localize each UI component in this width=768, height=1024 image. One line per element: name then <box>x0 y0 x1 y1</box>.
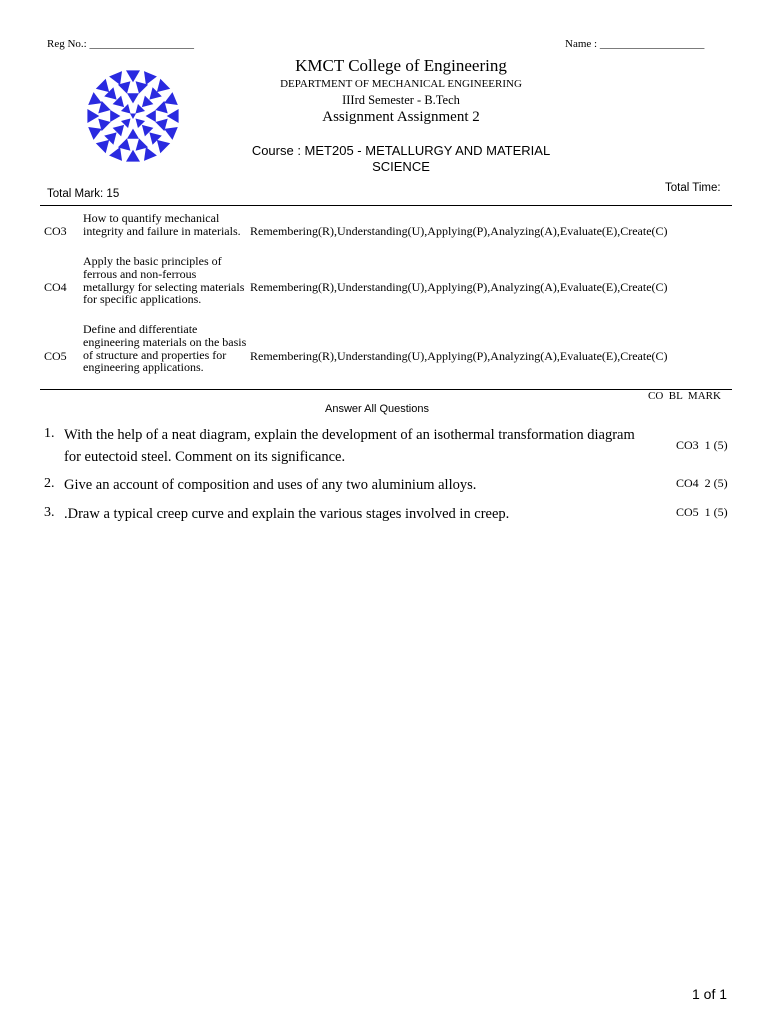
logo-triangle <box>127 129 139 139</box>
questions-column-headers: CO BL MARK <box>648 390 721 402</box>
logo-center-triangle <box>130 114 136 120</box>
co-row <box>44 255 734 320</box>
question-text: .Draw a typical creep curve and explain the various stages involved in creep. <box>64 506 510 522</box>
co-description: Apply the basic principles of ferrous and non-ferrous metallurgy for selecting materials for specific applications. <box>83 254 245 307</box>
logo-triangle <box>127 93 139 103</box>
department-name: DEPARTMENT OF MECHANICAL ENGINEERING <box>280 78 522 90</box>
logo-triangle <box>126 70 140 82</box>
question-text: With the help of a neat diagram, explain the development of an isothermal transformation diagram for eutectoid steel. Comment on its significance. <box>64 427 635 465</box>
co-id: CO5 <box>44 349 67 363</box>
course-title-line1: Course : MET205 - METALLURGY AND MATERIAL <box>251 143 551 158</box>
answer-all-instruction: Answer All Questions <box>325 403 429 415</box>
reg-no-field: Reg No.: ___________________ <box>47 38 194 50</box>
question-text: Give an account of composition and uses of any two aluminium alloys. <box>64 477 477 493</box>
question-meta: CO3 1 (5) <box>676 438 728 452</box>
co-row <box>44 323 734 387</box>
co-bloom-levels: Remembering(R),Understanding(U),Applying(P),Analyzing(A),Evaluate(E),Create(C) <box>250 224 668 238</box>
co-id: CO4 <box>44 280 67 294</box>
co-row <box>44 212 734 252</box>
question-item <box>0 503 768 527</box>
co-description: Define and differentiate engineering materials on the basis of structure and properties for engineering applications. <box>83 322 247 375</box>
question-item <box>0 424 768 470</box>
divider-bottom <box>40 389 732 390</box>
logo-triangle <box>87 109 99 123</box>
total-mark: Total Mark: 15 <box>47 188 120 200</box>
college-name: KMCT College of Engineering <box>295 56 507 75</box>
question-item <box>0 474 768 498</box>
logo-triangle <box>167 109 179 123</box>
co-description: How to quantify mechanical integrity and failure in materials. <box>83 211 241 238</box>
logo-triangle <box>146 110 156 122</box>
co-bloom-levels: Remembering(R),Understanding(U),Applying(P),Analyzing(A),Evaluate(E),Create(C) <box>250 280 668 294</box>
co-bloom-levels: Remembering(R),Understanding(U),Applying(P),Analyzing(A),Evaluate(E),Create(C) <box>250 349 668 363</box>
total-time: Total Time: <box>665 182 721 194</box>
page-number: 1 of 1 <box>692 986 728 1002</box>
question-meta: CO5 1 (5) <box>676 505 728 519</box>
question-number: 1. <box>44 426 55 441</box>
question-meta: CO4 2 (5) <box>676 476 728 490</box>
assignment-title: Assignment Assignment 2 <box>322 109 480 125</box>
logo-triangle <box>110 110 120 122</box>
divider-top <box>40 205 732 206</box>
question-number: 3. <box>44 505 55 520</box>
course-title-line2: SCIENCE <box>372 159 430 174</box>
logo-triangle <box>126 150 140 162</box>
question-number: 2. <box>44 476 55 491</box>
co-id: CO3 <box>44 224 67 238</box>
name-field: Name : ___________________ <box>565 38 705 50</box>
semester-label: IIIrd Semester - B.Tech <box>342 93 460 107</box>
